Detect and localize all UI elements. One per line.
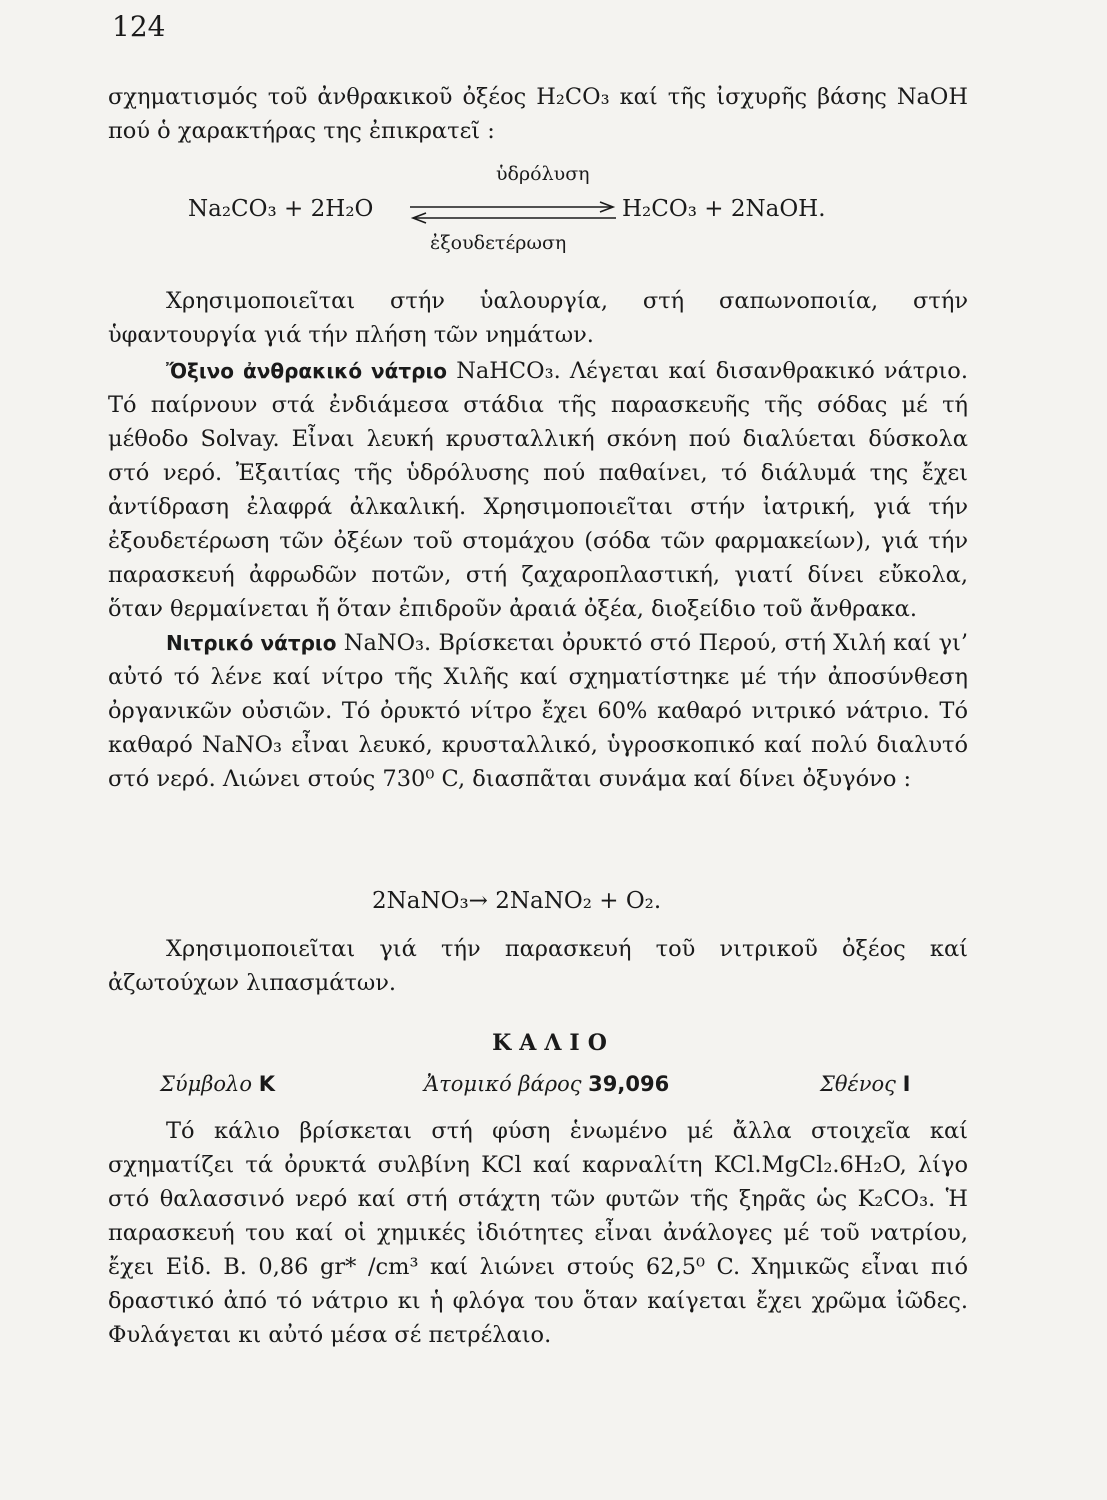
paragraph-3-text: NaHCO₃. Λέγεται καί δισανθρακικό νάτριο. Τό παίρνουν στά ἐνδιάμεσα στάδια τῆς παρασκευῆς τῆς σόδας μέ τή μέθοδο Solvay. Εἶναι λευκή κρυσταλλική σκόνη πού διαλύεται δύσκολα στό νερό. Ἐξαιτίας τῆς ὑδρόλυσης πού παθαίνει, τό διάλυμά της ἔχει ἀντίδραση ἐλαφρά ἀλκαλική. Χρησιμοποιεῖται στήν ἰατρική, γιά τήν ἐξουδετέρωση τῶν ὀξέων τοῦ στομάχου (σόδα τῶν φαρμακείων), γιά τήν παρασκευή ἀφρωδῶν ποτῶν, στή ζαχαροπλαστική, γιατί δίνει εὔκολα, ὅταν θερμαίνεται ἤ ὅταν ἐπιδροῦν ἀραιά ὀξέα, διοξείδιο τοῦ ἄνθρακα. [108, 358, 968, 622]
symbol-value: K [258, 1072, 275, 1096]
equation2: 2NaNO₃→ 2NaNO₂ + O₂. [372, 888, 662, 914]
main-text-block [108, 284, 968, 796]
paragraph-6-block [108, 1114, 968, 1352]
equation1-right: H₂CO₃ + 2NaOH. [622, 196, 826, 222]
paragraph-1 [108, 80, 968, 148]
paragraph-6: Τό κάλιο βρίσκεται στή φύση ἑνωμένο μέ ἄλλα στοιχεῖα καί σχηματίζει τά ὀρυκτά συλβίνη KCl καί καρναλίτη KCl.MgCl₂.6H₂O, λίγο στό θαλασσινό νερό καί στή στάχτη τῶν φυτῶν τῆς ξηρᾶς ὡς K₂CO₃. Ἡ παρασκευή του καί οἱ χημικές ἰδιότητες εἶναι ἀνάλογες μέ τοῦ νατρίου, ἔχει Εἰδ. Β. 0,86 gr* /cm³ καί λιώνει στούς 62,5⁰ C. Χημικῶς εἶναι πιό δραστικό ἀπό τό νάτριο κι ἡ φλόγα του ὅταν καίγεται ἔχει χρῶμα ἰῶδες. Φυλάγεται κι αὐτό μέσα σέ πετρέλαιο. [108, 1118, 968, 1348]
equation1-label-bottom: ἐξουδετέρωση [430, 232, 567, 254]
term-sodium-nitrate: Νιτρικό νάτριο [166, 631, 337, 655]
paragraph-5: Χρησιμοποιεῖται γιά τήν παρασκευή τοῦ νιτρικοῦ ὀξέος καί ἀζωτούχων λιπασμάτων. [108, 936, 968, 996]
section-title: ΚΑΛΙΟ [492, 1030, 615, 1056]
page-number: 124 [112, 10, 166, 43]
equation1-label-top: ὑδρόλυση [496, 163, 590, 185]
paragraph-2: Χρησιμοποιεῖται στήν ὑαλουργία, στή σαπωνοποιία, στήν ὑφαντουργία γιά τήν πλήση τῶν νημάτων. [108, 288, 968, 348]
valence-field [820, 1072, 910, 1096]
paragraph-3 [108, 354, 968, 626]
atomic-weight-label: Ἀτομικό βάρος [424, 1072, 582, 1096]
term-sodium-bicarbonate: Ὄξινο ἀνθρακικό νάτριο [166, 359, 448, 383]
paragraph-4 [108, 626, 968, 796]
paragraph-4-text: NaNO₃. Βρίσκεται ὀρυκτό στό Περού, στή Χιλή καί γι’ αὐτό τό λένε καί νίτρο τῆς Χιλῆς καί σχηματίστηκε μέ τήν ἀποσύνθεση ὀργανικῶν οὐσιῶν. Τό ὀρυκτό νίτρο ἔχει 60% καθαρό νιτρικό νάτριο. Τό καθαρό NaNO₃ εἶναι λευκό, κρυσταλλικό, ὑγροσκοπικό καί πολύ διαλυτό στό νερό. Λιώνει στούς 730⁰ C, διασπᾶται συνάμα καί δίνει ὀξυγόνο : [108, 630, 969, 792]
paragraph-1-text: σχηματισμός τοῦ ἀνθρακικοῦ ὀξέος H₂CO₃ καί τῆς ἰσχυρῆς βάσης NaOH πού ὁ χαρακτήρας της ἐπικρατεῖ : [108, 84, 968, 144]
atomic-weight-value: 39,096 [588, 1072, 670, 1096]
equilibrium-arrows [408, 199, 618, 225]
valence-value: I [902, 1072, 911, 1096]
atomic-weight-field [424, 1072, 669, 1096]
symbol-label: Σύμβολο [160, 1072, 252, 1096]
equation1-left: Na₂CO₃ + 2H₂O [188, 196, 374, 222]
symbol-field [160, 1072, 275, 1096]
valence-label: Σθένος [820, 1072, 896, 1096]
paragraph-5-block [108, 932, 968, 1000]
